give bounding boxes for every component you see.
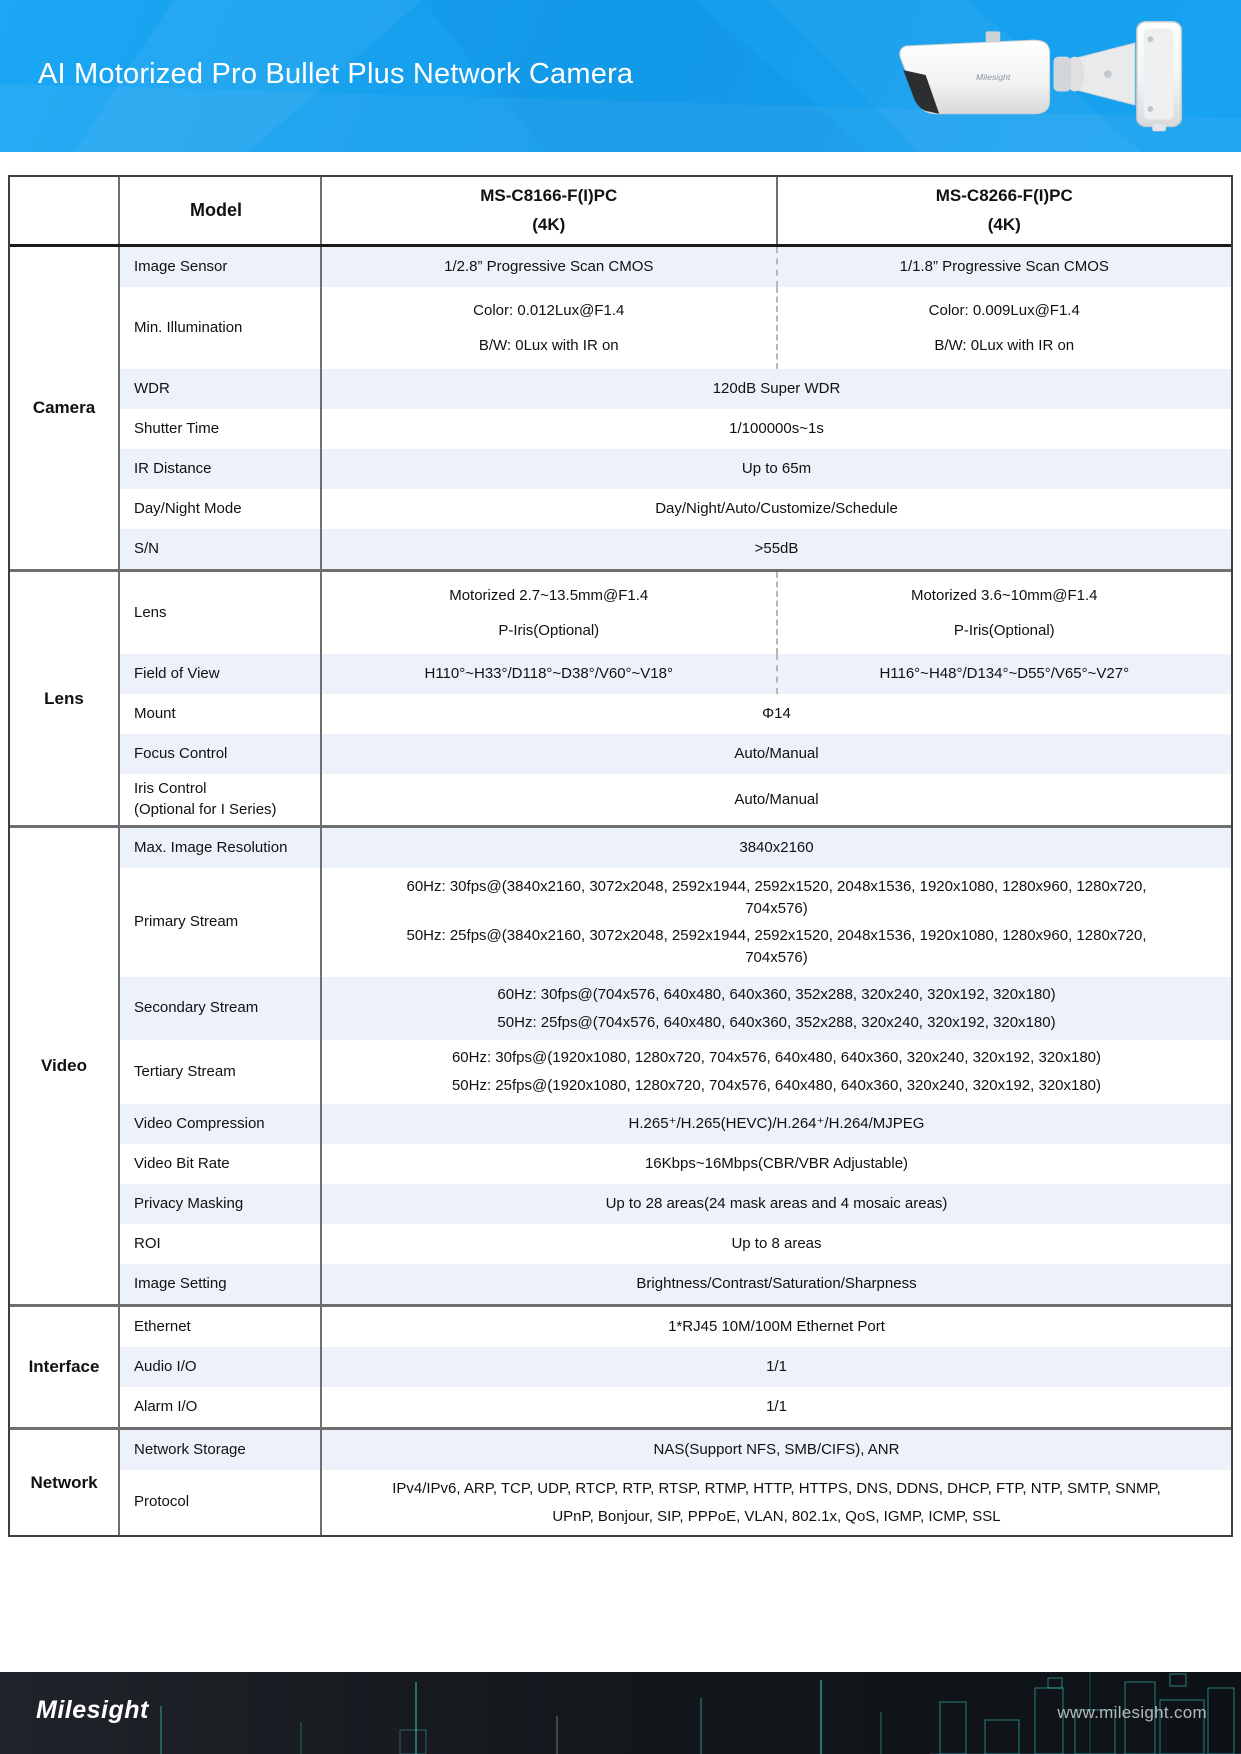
row-values <box>322 1040 1231 1104</box>
spec-row-video-bit-rate <box>120 1144 1231 1184</box>
row-value <box>322 828 1231 868</box>
label-text: S/N <box>134 540 160 558</box>
row-values <box>322 489 1231 529</box>
value-text: 50Hz: 25fps@(704x576, 640x480, 640x360, 352x288, 320x240, 320x192, 320x180) <box>497 1013 1056 1031</box>
section-rows <box>120 828 1231 1304</box>
section-rows <box>120 1430 1231 1536</box>
label-text: Mount <box>134 705 176 723</box>
spec-row-s-n <box>120 529 1231 569</box>
row-label-protocol <box>120 1470 322 1536</box>
value-text: Auto/Manual <box>734 745 819 763</box>
footer-cityscape-decor <box>0 1672 1241 1754</box>
section-camera <box>10 247 1231 569</box>
value-text: Motorized 2.7~13.5mm@F1.4 <box>449 587 649 605</box>
camera-brand-label: Milesight <box>976 71 1011 82</box>
value-text: UPnP, Bonjour, SIP, PPPoE, VLAN, 802.1x, QoS, IGMP, ICMP, SSL <box>552 1507 1001 1525</box>
row-values <box>322 654 1231 694</box>
spec-row-day-night-mode <box>120 489 1231 529</box>
label-text: Network Storage <box>134 1440 246 1458</box>
row-values <box>322 287 1231 369</box>
spec-row-roi <box>120 1224 1231 1264</box>
value-text: 1/100000s~1s <box>729 420 824 438</box>
row-label-secondary-stream <box>120 977 322 1041</box>
label-text: Lens <box>134 604 167 622</box>
row-values <box>322 868 1231 977</box>
row-value <box>322 868 1231 977</box>
value-text: H110°~H33°/D118°~D38°/V60°~V18° <box>424 665 673 683</box>
row-label-wdr <box>120 369 322 409</box>
row-value <box>776 247 1232 287</box>
label-text: Video Bit Rate <box>134 1154 230 1172</box>
spec-row-lens <box>120 572 1231 654</box>
row-values <box>322 1387 1231 1427</box>
row-values <box>322 977 1231 1041</box>
row-label-network-storage <box>120 1430 322 1470</box>
section-rows <box>120 1307 1231 1427</box>
section-interface <box>10 1304 1231 1427</box>
label-text: Privacy Masking <box>134 1194 244 1212</box>
label-text: Secondary Stream <box>134 999 259 1017</box>
row-value <box>322 1264 1231 1304</box>
row-value <box>322 694 1231 734</box>
label-text: Shutter Time <box>134 420 220 438</box>
value-text: >55dB <box>754 540 799 558</box>
row-value <box>776 654 1232 694</box>
value-text: Φ14 <box>762 705 791 723</box>
value-text: 1*RJ45 10M/100M Ethernet Port <box>668 1317 885 1335</box>
value-text: Up to 8 areas <box>731 1234 822 1252</box>
label-text: Focus Control <box>134 745 228 763</box>
footer-bar <box>0 1672 1241 1754</box>
row-value <box>322 1224 1231 1264</box>
spec-row-alarm-i-o <box>120 1387 1231 1427</box>
row-value <box>322 1430 1231 1470</box>
value-text: B/W: 0Lux with IR on <box>478 336 619 354</box>
value-text: 50Hz: 25fps@(1920x1080, 1280x720, 704x576, 640x480, 640x360, 320x240, 320x192, 320x180) <box>451 1077 1102 1095</box>
row-value <box>322 1347 1231 1387</box>
row-label-lens <box>120 572 322 654</box>
row-label-roi <box>120 1224 322 1264</box>
label-text: Ethernet <box>134 1317 191 1335</box>
section-video <box>10 825 1231 1304</box>
spec-row-shutter-time <box>120 409 1231 449</box>
value-text: 3840x2160 <box>739 838 814 856</box>
row-value <box>322 1470 1231 1536</box>
row-label-mount <box>120 694 322 734</box>
row-value <box>322 572 776 654</box>
value-text: MS-C8166-F(I)PC <box>480 186 618 205</box>
value-text: 60Hz: 30fps@(3840x2160, 3072x2048, 2592x1944, 2592x1520, 2048x1536, 1920x1080, 1280x960, 1280x720, 704x576) <box>406 877 1147 917</box>
value-text: 1/1 <box>766 1397 787 1415</box>
row-value <box>322 977 1231 1041</box>
value-text: Color: 0.012Lux@F1.4 <box>473 302 625 320</box>
value-text: P-Iris(Optional) <box>498 621 600 639</box>
spec-row-focus-control <box>120 734 1231 774</box>
value-text: 1/1 <box>766 1357 787 1375</box>
model-label: Model <box>120 177 322 244</box>
label-text: Audio I/O <box>134 1357 197 1375</box>
label-text: Video Compression <box>134 1114 265 1132</box>
row-value <box>776 287 1232 369</box>
model-header-section <box>10 177 1231 247</box>
row-values <box>322 1347 1231 1387</box>
row-values <box>322 1144 1231 1184</box>
value-text: Up to 65m <box>741 460 812 478</box>
row-label-alarm-i-o <box>120 1387 322 1427</box>
row-label-tertiary-stream <box>120 1040 322 1104</box>
header-rows <box>120 177 1231 244</box>
row-value <box>322 1040 1231 1104</box>
row-value <box>322 1144 1231 1184</box>
row-label-s-n <box>120 529 322 569</box>
row-values <box>322 529 1231 569</box>
group-label-camera: Camera <box>10 247 120 569</box>
row-label-image-setting <box>120 1264 322 1304</box>
row-value <box>322 1104 1231 1144</box>
spec-row-video-compression <box>120 1104 1231 1144</box>
value-text: Brightness/Contrast/Saturation/Sharpness <box>636 1274 917 1292</box>
spec-row-ethernet <box>120 1307 1231 1347</box>
spec-row-image-sensor <box>120 247 1231 287</box>
spec-row-iris-control <box>120 774 1231 825</box>
value-text: 50Hz: 25fps@(3840x2160, 3072x2048, 2592x1944, 2592x1520, 2048x1536, 1920x1080, 1280x960, 1280x720, 704x576) <box>406 927 1147 967</box>
label-text: Alarm I/O <box>134 1397 198 1415</box>
label-text: WDR <box>134 380 170 398</box>
section-rows <box>120 572 1231 825</box>
section-rows <box>120 247 1231 569</box>
value-text: (4K) <box>987 214 1021 234</box>
row-label-field-of-view <box>120 654 322 694</box>
row-value <box>322 369 1231 409</box>
spec-row-audio-i-o <box>120 1347 1231 1387</box>
label-text: (Optional for I Series) <box>134 800 277 818</box>
value-text: 1/1.8” Progressive Scan CMOS <box>899 258 1109 276</box>
row-values <box>322 247 1231 287</box>
label-text: Max. Image Resolution <box>134 838 288 856</box>
row-values <box>322 774 1231 825</box>
model-name-1 <box>322 177 776 244</box>
product-camera-image <box>883 12 1193 138</box>
value-text: (4K) <box>532 214 566 234</box>
value-text: Auto/Manual <box>734 790 819 808</box>
row-label-day-night-mode <box>120 489 322 529</box>
row-value <box>322 1307 1231 1347</box>
spec-row-image-setting <box>120 1264 1231 1304</box>
model-values <box>322 177 1231 244</box>
spec-row-privacy-masking <box>120 1184 1231 1224</box>
model-name-2 <box>776 177 1232 244</box>
value-text: H116°~H48°/D134°~D55°/V65°~V27° <box>879 665 1130 683</box>
label-text: Primary Stream <box>134 913 239 931</box>
row-values <box>322 449 1231 489</box>
label-text: ROI <box>134 1234 161 1252</box>
group-label-video: Video <box>10 828 120 1304</box>
spec-row-protocol <box>120 1470 1231 1536</box>
row-value <box>776 572 1232 654</box>
value-text: P-Iris(Optional) <box>953 621 1055 639</box>
spec-row-max-image-resolution <box>120 828 1231 868</box>
row-values <box>322 828 1231 868</box>
milesight-logo: Milesight <box>36 1696 149 1724</box>
row-values <box>322 734 1231 774</box>
label-text: Field of View <box>134 665 220 683</box>
row-label-primary-stream <box>120 868 322 977</box>
row-label-focus-control <box>120 734 322 774</box>
value-text: Day/Night/Auto/Customize/Schedule <box>655 500 898 518</box>
spec-row-wdr <box>120 369 1231 409</box>
header-banner <box>0 0 1241 152</box>
value-text: 16Kbps~16Mbps(CBR/VBR Adjustable) <box>644 1154 909 1172</box>
label-text: Min. Illumination <box>134 319 243 337</box>
group-label-interface: Interface <box>10 1307 120 1427</box>
spec-row-mount <box>120 694 1231 734</box>
row-label-shutter-time <box>120 409 322 449</box>
label-text: Tertiary Stream <box>134 1062 236 1080</box>
section-lens <box>10 569 1231 825</box>
row-values <box>322 572 1231 654</box>
row-value <box>322 247 776 287</box>
row-value <box>322 409 1231 449</box>
row-value <box>322 449 1231 489</box>
row-label-max-image-resolution <box>120 828 322 868</box>
row-values <box>322 409 1231 449</box>
model-header-row <box>120 177 1231 244</box>
spec-row-field-of-view <box>120 654 1231 694</box>
value-text: 120dB Super WDR <box>712 380 841 398</box>
row-label-iris-control <box>120 774 322 825</box>
group-label-lens: Lens <box>10 572 120 825</box>
value-text: Up to 28 areas(24 mask areas and 4 mosaic areas) <box>605 1194 948 1212</box>
row-label-video-compression <box>120 1104 322 1144</box>
row-value <box>322 654 776 694</box>
value-text: H.265⁺/H.265(HEVC)/H.264⁺/H.264/MJPEG <box>628 1114 925 1132</box>
label-text: IR Distance <box>134 460 212 478</box>
spec-row-tertiary-stream <box>120 1040 1231 1104</box>
section-network <box>10 1427 1231 1536</box>
value-text: MS-C8266-F(I)PC <box>935 186 1073 205</box>
row-values <box>322 1184 1231 1224</box>
value-text: NAS(Support NFS, SMB/CIFS), ANR <box>653 1440 900 1458</box>
spec-row-secondary-stream <box>120 977 1231 1041</box>
label-text: Day/Night Mode <box>134 500 242 518</box>
row-value <box>322 529 1231 569</box>
spec-row-network-storage <box>120 1430 1231 1470</box>
row-value <box>322 287 776 369</box>
row-value <box>322 734 1231 774</box>
spec-row-min-illumination <box>120 287 1231 369</box>
row-values <box>322 369 1231 409</box>
row-values <box>322 1264 1231 1304</box>
row-label-ir-distance <box>120 449 322 489</box>
label-text: Image Sensor <box>134 258 228 276</box>
row-values <box>322 1430 1231 1470</box>
label-text: Iris Control <box>134 780 207 798</box>
value-text: B/W: 0Lux with IR on <box>934 336 1075 354</box>
value-text: Color: 0.009Lux@F1.4 <box>928 302 1080 320</box>
row-values <box>322 1104 1231 1144</box>
corner-cell <box>10 177 120 244</box>
value-text: 1/2.8” Progressive Scan CMOS <box>444 258 654 276</box>
row-label-image-sensor <box>120 247 322 287</box>
row-label-privacy-masking <box>120 1184 322 1224</box>
row-label-ethernet <box>120 1307 322 1347</box>
value-text: Motorized 3.6~10mm@F1.4 <box>910 587 1098 605</box>
row-label-audio-i-o <box>120 1347 322 1387</box>
label-text: Protocol <box>134 1493 190 1511</box>
row-values <box>322 1470 1231 1536</box>
row-value <box>322 774 1231 825</box>
spec-table <box>8 175 1233 1537</box>
row-value <box>322 1184 1231 1224</box>
value-text: 60Hz: 30fps@(1920x1080, 1280x720, 704x576, 640x480, 640x360, 320x240, 320x192, 320x180) <box>451 1049 1102 1067</box>
row-values <box>322 1307 1231 1347</box>
page-title: AI Motorized Pro Bullet Plus Network Camera <box>38 58 634 90</box>
spec-row-ir-distance <box>120 449 1231 489</box>
value-text: IPv4/IPv6, ARP, TCP, UDP, RTCP, RTP, RTSP, RTMP, HTTP, HTTPS, DNS, DDNS, DHCP, FTP, NTP, SMTP, SNMP, <box>392 1479 1161 1497</box>
row-value <box>322 1387 1231 1427</box>
row-value <box>322 489 1231 529</box>
website-url: www.milesight.com <box>1057 1703 1207 1722</box>
row-values <box>322 694 1231 734</box>
spec-row-primary-stream <box>120 868 1231 977</box>
label-text: Image Setting <box>134 1274 227 1292</box>
value-text: 60Hz: 30fps@(704x576, 640x480, 640x360, 352x288, 320x240, 320x192, 320x180) <box>497 985 1056 1003</box>
row-label-min-illumination <box>120 287 322 369</box>
row-values <box>322 1224 1231 1264</box>
row-label-video-bit-rate <box>120 1144 322 1184</box>
group-label-network: Network <box>10 1430 120 1536</box>
